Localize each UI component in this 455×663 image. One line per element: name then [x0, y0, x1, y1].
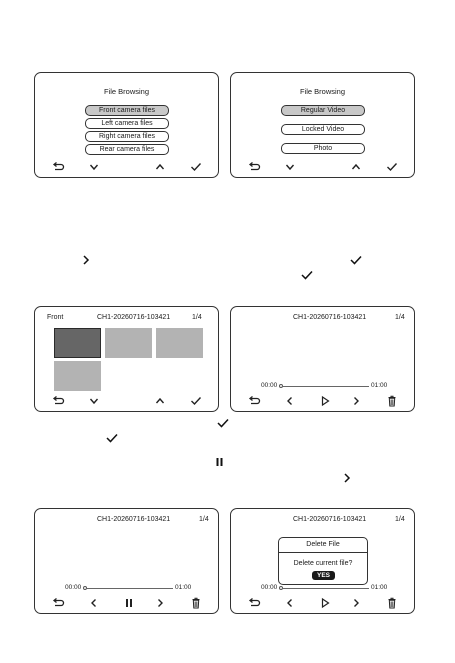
page-indicator: 1/4	[199, 516, 209, 523]
back-icon[interactable]	[247, 597, 261, 609]
confirm-icon[interactable]	[189, 161, 203, 173]
down-icon[interactable]	[87, 161, 101, 173]
file-name: CH1-20260716-103421	[97, 314, 171, 321]
thumbnail-2[interactable]	[105, 328, 152, 358]
back-icon[interactable]	[247, 161, 261, 173]
menu-item-rear-camera[interactable]: Rear camera files	[85, 144, 169, 155]
menu-screen-video-type	[230, 72, 415, 178]
thumbnail-1[interactable]	[54, 328, 101, 358]
menu-item-right-camera[interactable]: Right camera files	[85, 131, 169, 142]
progress-bar[interactable]	[87, 588, 173, 589]
time-end: 01:00	[175, 584, 192, 591]
next-icon[interactable]	[349, 597, 363, 609]
player-screen-playing	[34, 508, 219, 614]
delete-icon[interactable]	[385, 597, 399, 609]
time-start: 00:00	[65, 584, 82, 591]
file-name: CH1-20260716-103421	[293, 516, 367, 523]
back-icon[interactable]	[247, 395, 261, 407]
checkmark-icon	[300, 269, 314, 281]
time-start: 00:00	[261, 382, 278, 389]
down-icon[interactable]	[87, 395, 101, 407]
delete-dialog	[278, 537, 368, 585]
back-icon[interactable]	[51, 597, 65, 609]
next-icon[interactable]	[153, 597, 167, 609]
pause-icon[interactable]	[122, 597, 136, 609]
thumbnail-4[interactable]	[54, 361, 101, 391]
play-icon[interactable]	[318, 597, 332, 609]
dialog-divider	[279, 552, 367, 553]
thumbnail-3[interactable]	[156, 328, 203, 358]
down-icon[interactable]	[283, 161, 297, 173]
screen-title: File Browsing	[299, 87, 345, 96]
menu-item-left-camera[interactable]: Left camera files	[85, 118, 169, 129]
screen-title: File Browsing	[103, 87, 149, 96]
delete-icon[interactable]	[189, 597, 203, 609]
chevron-right-icon	[81, 254, 91, 266]
page-indicator: 1/4	[192, 314, 202, 321]
next-icon[interactable]	[349, 395, 363, 407]
checkmark-icon	[105, 432, 119, 444]
progress-bar[interactable]	[283, 588, 369, 589]
player-screen-paused	[230, 306, 415, 412]
time-start: 00:00	[261, 584, 278, 591]
back-icon[interactable]	[51, 161, 65, 173]
file-name: CH1-20260716-103421	[97, 516, 171, 523]
play-icon[interactable]	[318, 395, 332, 407]
prev-icon[interactable]	[283, 597, 297, 609]
yes-button[interactable]: YES	[312, 571, 335, 580]
up-icon[interactable]	[153, 161, 167, 173]
time-end: 01:00	[371, 382, 388, 389]
prev-icon[interactable]	[87, 597, 101, 609]
pause-icon	[215, 457, 225, 467]
time-end: 01:00	[371, 584, 388, 591]
progress-bar[interactable]	[283, 386, 369, 387]
menu-item-photo[interactable]: Photo	[281, 143, 365, 154]
checkmark-icon	[216, 417, 230, 429]
thumbnail-screen	[34, 306, 219, 412]
up-icon[interactable]	[349, 161, 363, 173]
confirm-icon[interactable]	[189, 395, 203, 407]
file-name: CH1-20260716-103421	[293, 314, 367, 321]
page-indicator: 1/4	[395, 516, 405, 523]
player-screen-delete-dialog	[230, 508, 415, 614]
menu-item-front-camera[interactable]: Front camera files	[85, 105, 169, 116]
page-indicator: 1/4	[395, 314, 405, 321]
up-icon[interactable]	[153, 395, 167, 407]
dialog-title: Delete File	[306, 541, 340, 548]
dialog-message: Delete current file?	[293, 560, 353, 567]
checkmark-icon	[349, 254, 363, 266]
prev-icon[interactable]	[283, 395, 297, 407]
menu-item-locked-video[interactable]: Locked Video	[281, 124, 365, 135]
menu-item-regular-video[interactable]: Regular Video	[281, 105, 365, 116]
back-icon[interactable]	[51, 395, 65, 407]
delete-icon[interactable]	[385, 395, 399, 407]
confirm-icon[interactable]	[385, 161, 399, 173]
camera-label: Front	[47, 314, 64, 321]
chevron-right-icon	[342, 472, 352, 484]
menu-screen-camera	[34, 72, 219, 178]
